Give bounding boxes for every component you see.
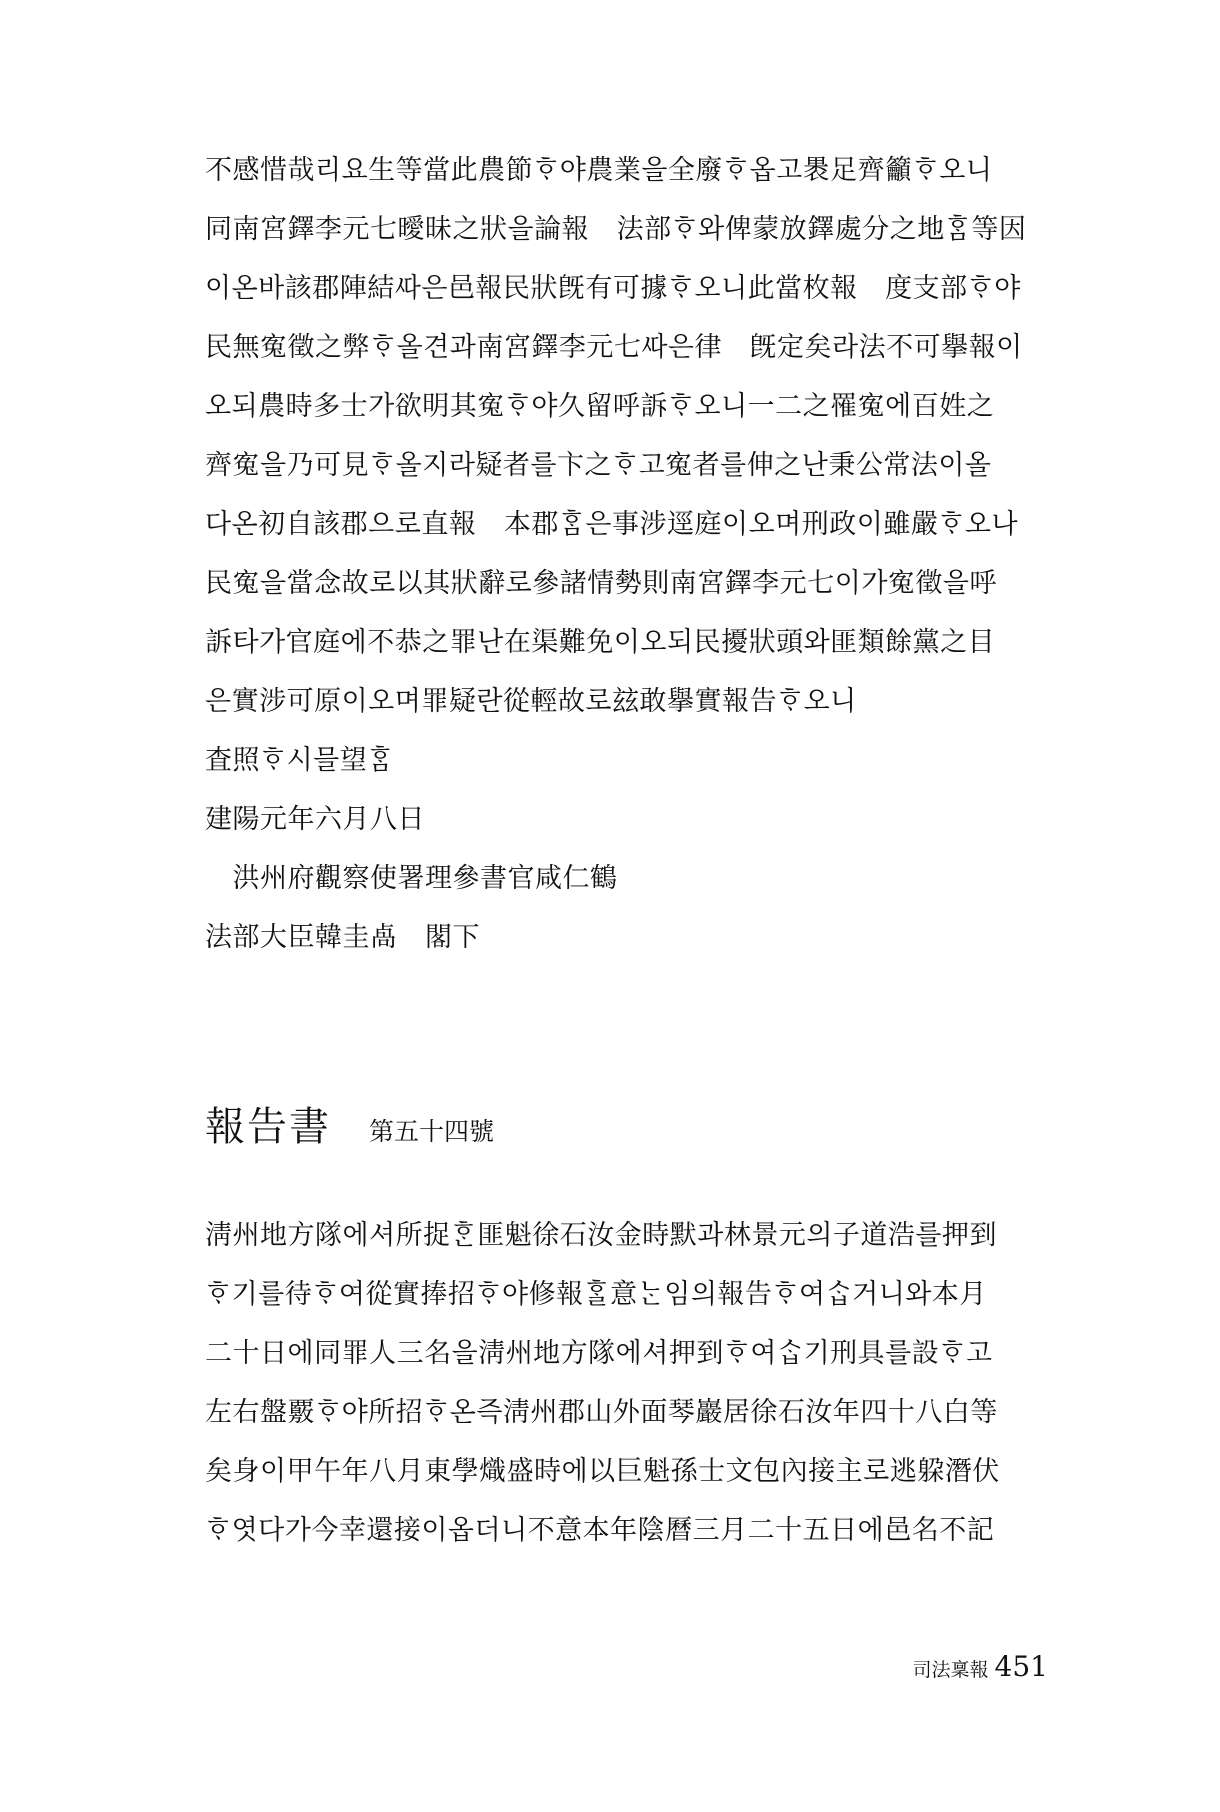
page-number: 451	[994, 1650, 1048, 1683]
text-line: 淸州地方隊에셔所捉ᄒᆞᆫ匪魁徐石汝金時默과林景元의子道浩를押到	[205, 1220, 997, 1251]
text-line: 同南宮鐸李元七曖昧之狀을論報 法部ᄒᆞ와俾蒙放鐸處分之地ᄒᆞᆷ等因	[205, 214, 1027, 245]
text-line: 民無寃徵之弊ᄒᆞ올견과南宮鐸李元七ᄯᅡ은律 旣定矣라法不可擧報이	[205, 332, 1023, 363]
text-line: 左右盤覈ᄒᆞ야所招ᄒᆞ온즉淸州郡山外面琴巖居徐石汝年四十八白等	[205, 1397, 998, 1428]
recipient: 法部大臣韓圭卨 閣下	[205, 922, 480, 953]
text-line: ᄒᆞ엿다가今幸還接이옵더니不意本年陰曆三月二十五日에邑名不記	[205, 1515, 995, 1546]
report-date: 建陽元年六月八日	[205, 804, 425, 835]
text-line: 은實涉可原이오며罪疑란從輕故로玆敢擧實報告ᄒᆞ오니	[205, 686, 857, 717]
report-heading	[205, 1095, 494, 1152]
text-line: ᄒᆞ기를待ᄒᆞ여從實捧招ᄒᆞ야修報ᄒᆞᆯ意ᄂᆞᆫ임의報告ᄒᆞ여ᄉᆞᆸ거니와本月	[205, 1279, 987, 1310]
text-line: 오되農時多士가欲明其寃ᄒᆞ야久留呼訴ᄒᆞ오니一二之罹寃에百姓之	[205, 391, 995, 422]
page-footer	[913, 1650, 1048, 1683]
report-title: 報告書	[205, 1104, 331, 1150]
text-line: 이온바該郡陣結ᄯᅡ은邑報民狀旣有可據ᄒᆞ오니此當枚報 度支部ᄒᆞ야	[205, 273, 1021, 304]
text-line: 民寃을當念故로以其狀辭로參諸情勢則南宮鐸李元七이가寃徵을呼	[205, 568, 997, 599]
text-line: 訴타가官庭에不恭之罪난在渠難免이오되民擾狀頭와匪類餘黨之目	[205, 627, 996, 658]
text-line: 다온初自該郡으로直報 本郡ᄒᆞᆷ은事涉逕庭이오며刑政이雖嚴ᄒᆞ오나	[205, 509, 1019, 540]
closing-request: 査照ᄒᆞ시믈望ᄒᆞᆷ	[205, 745, 394, 776]
text-line: 二十日에同罪人三名을淸州地方隊에셔押到ᄒᆞ여ᄉᆞᆸ기刑具를設ᄒᆞ고	[205, 1338, 993, 1369]
sender-signature: 洪州府觀察使署理參書官咸仁鶴	[205, 863, 618, 894]
report-number: 第五十四號	[369, 1117, 495, 1146]
text-line: 矣身이甲午年八月東學熾盛時에以巨魁孫士文包內接主로逃躱潛伏	[205, 1456, 1000, 1487]
text-line: 不感惜哉리요生等當此農節ᄒᆞ야農業을全廢ᄒᆞ옵고褁足齊籲ᄒᆞ오니	[205, 155, 993, 186]
journal-name: 司法稟報	[912, 1659, 989, 1681]
text-line: 齊寃을乃可見ᄒᆞ올지라疑者를卞之ᄒᆞ고寃者를伸之난秉公常法이올	[205, 450, 992, 481]
